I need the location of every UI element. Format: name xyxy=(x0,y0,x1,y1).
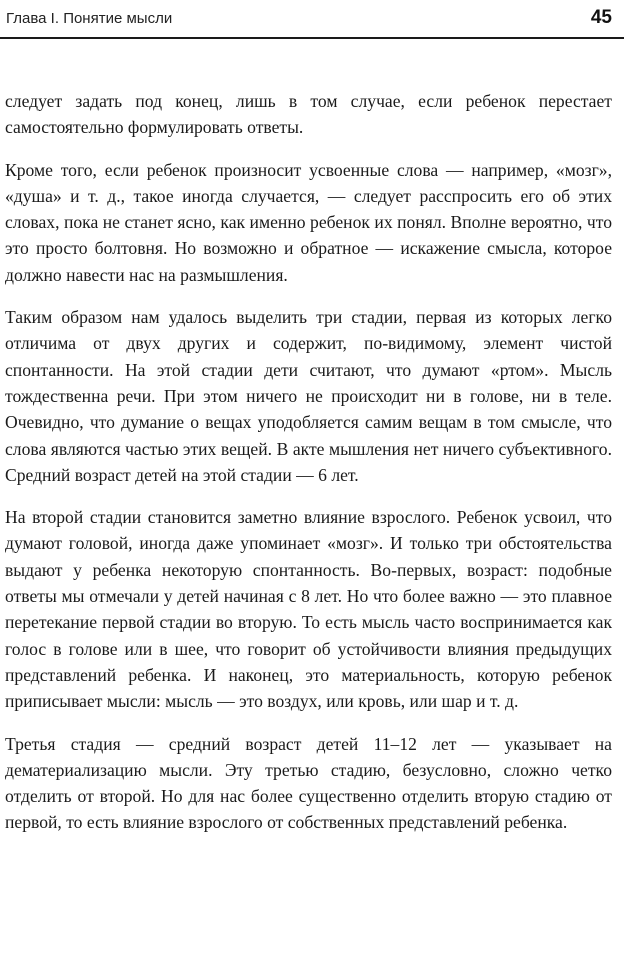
paragraph: Третья стадия — средний возраст детей 11–12 лет — указывает на дематериализацию мысли. Эту третью стадию, безусловно, сложно четко отделить от второй. Но для нас более существенно отделить вторую стадию от первой, то есть влияние взрослого от собственных представлений ребенка. xyxy=(5,733,612,833)
running-head xyxy=(6,4,612,32)
header-rule xyxy=(0,37,624,39)
body-text xyxy=(5,88,612,852)
paragraph: Кроме того, если ребенок произносит усвоенные слова — например, «мозг», «душа» и т. д., такое иногда случается, — следует расспросить его об этих словах, пока не станет ясно, как именно ребенок их понял. Вполне вероятно, что это просто болтовня. Но возможно и обратное — искажение смысла, которое должно навести нас на размышления. xyxy=(5,159,612,285)
paragraph: Таким образом нам удалось выделить три стадии, первая из которых легко отличима от двух других и содержит, по-видимому, элемент чистой спонтанности. На этой стадии дети считают, что думают «ртом». Мысль тождественна речи. При этом ничего не происходит ни в голове, ни в теле. Очевидно, что думание о вещах уподобляется самим вещам в том смысле, что слова являются частью этих вещей. В акте мышления нет ничего субъективного. Средний возраст детей на этой стадии — 6 лет. xyxy=(5,307,612,485)
paragraph: следует задать под конец, лишь в том случае, если ребенок перестает самостоятельно формулировать ответы. xyxy=(5,91,612,138)
chapter-title: Глава I. Понятие мысли xyxy=(6,9,173,27)
page-number: 45 xyxy=(590,7,612,28)
paragraph: На второй стадии становится заметно влияние взрослого. Ребенок усвоил, что думают головой, иногда даже упоминает «мозг». И только три обстоятельства выдают у ребенка некоторую спонтанность. Во-первых, возраст: подобные ответы мы отмечали у детей начиная с 8 лет. Но что более важно — это плавное перетекание первой стадии во вторую. То есть мысль часто воспринимается как голос в голове или в шее, что говорит об устойчивости влияния предыдущих представлений ребенка. И наконец, это материальность, которую ребенок приписывает мысли: мысль — это воздух, или кровь, или шар и т. д. xyxy=(5,507,612,712)
